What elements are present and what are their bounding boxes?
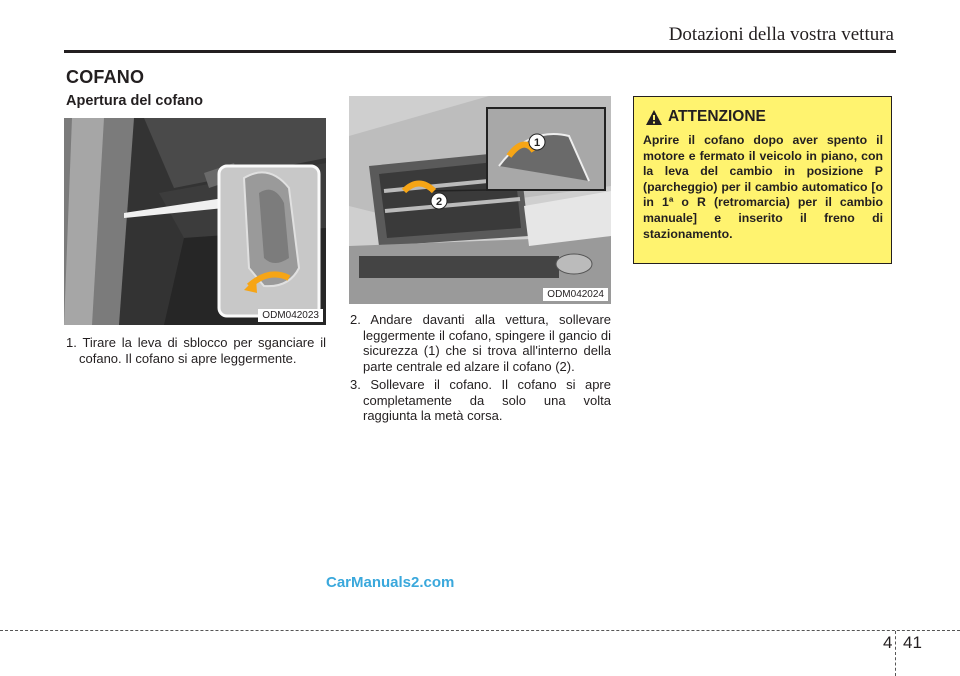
steps-list-left <box>66 335 326 369</box>
page-number-divider <box>895 631 896 676</box>
warning-title: ATTENZIONE <box>668 108 766 125</box>
vehicle-front-illustration <box>349 96 611 304</box>
hood-release-lever-image <box>64 118 326 325</box>
hood-release-lever-illustration <box>64 118 326 325</box>
running-header-title: Dotazioni della vostra vettura <box>668 24 894 45</box>
warning-triangle-icon <box>646 110 662 125</box>
warning-header <box>646 108 766 126</box>
warning-text: Aprire il cofano dopo aver spento il motore e fermato il veicolo in piano, con la leva del cambio in posizione P (parcheggio) per il cambio automatico [o in 1ª o R (retromarcia) per il cambio manuale] e inserito il freno di stazionamento. <box>643 133 883 241</box>
step-1: 1. Tirare la leva di sblocco per sganciare il cofano. Il cofano si apre leggermente. <box>66 335 326 366</box>
section-title: COFANO <box>66 67 145 87</box>
subsection-title: Apertura del cofano <box>66 93 203 109</box>
watermark-link[interactable]: CarManuals2.com <box>326 574 455 591</box>
callout-1: 1 <box>533 137 541 149</box>
callout-2: 2 <box>435 196 443 208</box>
steps-list-right <box>350 312 611 427</box>
section-number: 4 <box>883 633 893 652</box>
figure-code-right: ODM042024 <box>543 288 608 301</box>
hood-safety-latch-image <box>349 96 611 304</box>
header-rule <box>64 50 896 53</box>
footer-rule <box>0 630 960 631</box>
warning-box <box>633 96 892 264</box>
step-3: 3. Sollevare il cofano. Il cofano si apre completamente da solo una volta raggiunta la metà corsa. <box>350 377 611 423</box>
figure-code-left: ODM042023 <box>258 309 323 322</box>
page-number: 41 <box>903 633 922 652</box>
step-2: 2. Andare davanti alla vettura, sollevare leggermente il cofano, spingere il gancio di sicurezza (1) che si trova all'interno della parte centrale ed alzare il cofano (2). <box>350 312 611 374</box>
